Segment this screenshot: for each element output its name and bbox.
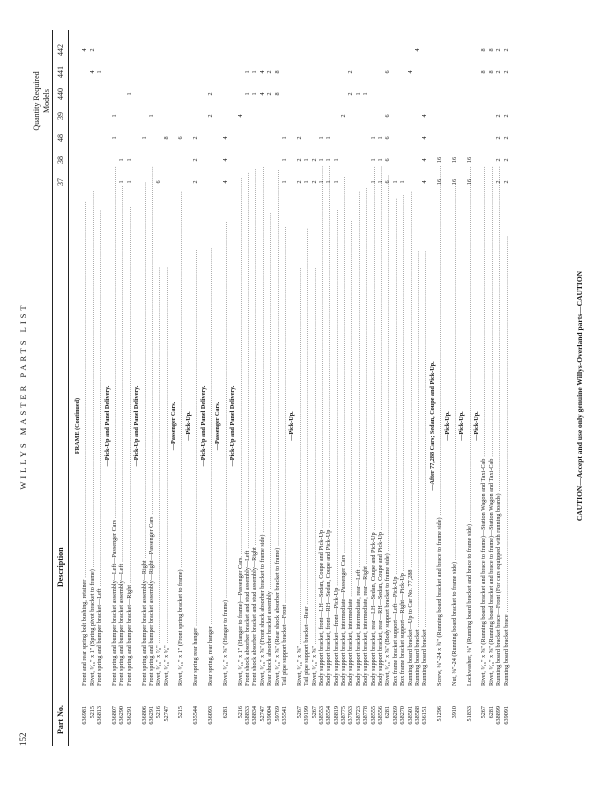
part-description: Nut, ⅜"-24 (Running board bracket to frame side) .....: [451, 166, 458, 686]
part-number: 52747: [162, 706, 170, 722]
quantity-cell: 4: [221, 180, 229, 184]
part-number: 639199: [303, 706, 311, 725]
quantity-cell: 1: [391, 180, 399, 184]
part-description: Rivet, ⁵⁄₁₆" x ⅝" (Hanger to frame) .....: [222, 166, 229, 686]
quantity-cell: 2: [347, 70, 355, 74]
part-number: 5216: [236, 706, 244, 719]
section-heading-row: [170, 30, 177, 746]
part-number: 638778: [362, 706, 370, 725]
quantity-cell: 6: [384, 158, 392, 162]
table-row: [347, 30, 354, 746]
part-number: 638270: [399, 706, 407, 725]
quantity-cell: 16: [465, 156, 473, 164]
table-row: [333, 30, 340, 746]
quantity-cell: 4: [421, 114, 429, 118]
table-row: [503, 30, 510, 746]
section-heading-row: [458, 30, 465, 746]
table-row: [311, 30, 318, 746]
part-number: 636291: [147, 706, 155, 725]
quantity-cell: 2: [495, 114, 503, 118]
quantity-cell: 2: [340, 114, 348, 118]
part-description: Body support bracket, intermediate—Passenger Cars .....: [340, 166, 347, 686]
part-description: Front spring and bumper bracket—Right .....: [126, 166, 133, 686]
quantity-cell: 6: [384, 136, 392, 140]
part-description: Running board bracket brace .....: [503, 166, 510, 686]
part-number: 638899: [495, 706, 503, 725]
part-description: Rivet, ⁵⁄₁₆" x 1" (Spring pivot bracket to frame) .....: [89, 166, 96, 686]
quantity-cell: 2: [207, 92, 215, 96]
part-number: 5215: [177, 706, 185, 719]
quantity-cell: 4: [221, 158, 229, 162]
section-heading: —Passenger Cars.: [214, 401, 222, 451]
table-row: [303, 30, 310, 746]
table-row: [207, 30, 214, 746]
model-header: 38: [56, 156, 65, 164]
part-description: Body support bracket, front—RH—Sedan, Coupe and Pick-Up .....: [325, 166, 332, 686]
quantity-cell: 1: [118, 180, 126, 184]
quantity-cell: 1: [147, 114, 155, 118]
quantity-cell: 6: [177, 136, 185, 140]
model-header: 39: [56, 112, 65, 120]
quantity-cell: 1: [332, 158, 340, 162]
part-number: 638775: [340, 706, 348, 725]
part-number: 636290: [118, 706, 126, 725]
part-description: Lockwasher, ⅜" (Running board bracket and brace to frame side) .....: [466, 166, 473, 686]
section-heading: —Pick-Up.: [443, 411, 451, 441]
quantity-cell: 4: [421, 136, 429, 140]
section-heading: —Pick-Up.: [288, 411, 296, 441]
part-description: Body support bracket, intermediate, rear—Left .....: [355, 166, 362, 686]
part-number: 5267: [295, 706, 303, 719]
table-row: [222, 30, 229, 746]
section-heading: —Passenger Cars.: [170, 401, 178, 451]
part-number: 637933: [347, 706, 355, 725]
section-heading-row: [104, 30, 111, 746]
quantity-cell: 1: [110, 136, 118, 140]
quantity-cell: 2: [495, 158, 503, 162]
part-number: 636806: [140, 706, 148, 725]
part-number: 638555: [369, 706, 377, 725]
quantity-cell: 4: [88, 70, 96, 74]
quantity-cell: 1: [317, 158, 325, 162]
quantity-cell: 16: [436, 156, 444, 164]
part-description: Rivet, ⁵⁄₁₆" x ⅝" (Running board bracket and brace to frame)—Station Wagon and Taxi-Cab .....: [488, 166, 495, 686]
quantity-cell: 1: [110, 114, 118, 118]
part-no-header: Part No.: [56, 705, 65, 734]
quantity-cell: 1: [118, 158, 126, 162]
quantity-cell: 1: [303, 158, 311, 162]
model-header: 48: [56, 134, 65, 142]
quantity-cell: 4: [221, 136, 229, 140]
quantity-cell: 1: [332, 180, 340, 184]
part-number: 638834: [251, 706, 259, 725]
quantity-cell: 2: [207, 114, 215, 118]
quantity-cell: 2: [495, 70, 503, 74]
table-row: [451, 30, 458, 746]
part-description: Front spring and bumper bracket assembly—Right .....: [141, 166, 148, 686]
section-heading: —Pick-Up and Panel Delivery.: [103, 385, 111, 467]
table-row: [89, 30, 96, 746]
table-row: [414, 30, 421, 746]
quantity-cell: 1: [325, 180, 333, 184]
part-description: Rivet, ⁵⁄₁₆" x ⅝" .....: [311, 166, 318, 686]
table-row: [318, 30, 325, 746]
quantity-cell: 1: [377, 180, 385, 184]
quantity-cell: 2: [502, 158, 510, 162]
quantity-cell: 2: [192, 180, 200, 184]
table-row: [488, 30, 495, 746]
table-row: [370, 30, 377, 746]
model-header: 440: [56, 88, 65, 100]
table-row: [244, 30, 251, 746]
quantity-cell: 2: [502, 70, 510, 74]
part-number: 638269: [391, 706, 399, 725]
quantity-cell: 1: [377, 136, 385, 140]
table-row: [399, 30, 406, 746]
part-description: Body support bracket, intermediate, rear—Right .....: [362, 166, 369, 686]
section-heading: —Pick-Up and Panel Delivery.: [229, 385, 237, 467]
quantity-cell: 2: [502, 180, 510, 184]
part-number: 5216: [155, 706, 163, 719]
part-description: Front shock absorber bracket and stud assembly—Left .....: [244, 166, 251, 686]
section-heading-row: [473, 30, 480, 746]
section-heading-row: [229, 30, 236, 746]
part-description: Running board bracket—Up to Car No. 77,288 .....: [407, 166, 414, 686]
part-number: 635544: [192, 706, 200, 725]
part-description: Running board bracket .....: [414, 166, 421, 686]
quantity-cell: 6: [384, 114, 392, 118]
quantity-cell: 1: [399, 180, 407, 184]
table-row: [392, 30, 399, 746]
page-number: 152: [18, 732, 28, 746]
section-heading-row: [444, 30, 451, 746]
model-header: 441: [56, 66, 65, 78]
table-row: [163, 30, 170, 746]
page-header: WILLYS MASTER PARTS LIST: [18, 302, 28, 490]
part-description: Body support bracket, front—LH—Sedan, Coupe and Pick-Up .....: [318, 166, 325, 686]
table-row: [192, 30, 199, 746]
table-row: [259, 30, 266, 746]
part-number: 639091: [502, 706, 510, 725]
quantity-cell: 6: [384, 180, 392, 184]
part-number: 638588: [413, 706, 421, 725]
part-description: Box frame bracket support—Left—Pick-Up .....: [392, 166, 399, 686]
quantity-cell: 2: [88, 48, 96, 52]
quantity-cell: 16: [450, 178, 458, 186]
table-row: [96, 30, 103, 746]
part-description: Rivet, ⁵⁄₁₆" x ⅝" (Rear shock absorber bracket to frame) .....: [274, 166, 281, 686]
table-row: [126, 30, 133, 746]
quantity-cell: 4: [81, 48, 89, 52]
section-heading-row: [200, 30, 207, 746]
part-description: Rivet, ⁵⁄₁₆" x ⁵⁄₈" .....: [163, 166, 170, 686]
quantity-cell: 2: [295, 158, 303, 162]
table-row: [237, 30, 244, 746]
quantity-cell: 1: [325, 136, 333, 140]
part-number: 5267: [480, 706, 488, 719]
quantity-cell: 4: [413, 48, 421, 52]
table-row: [155, 30, 162, 746]
part-number: 52747: [258, 706, 266, 722]
part-description: Rivet, ⁵⁄₁₆" x ⅝" (Body support bracket to frame side) .....: [384, 166, 391, 686]
table-row: [266, 30, 273, 746]
section-heading-row: [133, 30, 140, 746]
section-heading: —Pick-Up and Panel Delivery.: [133, 385, 141, 467]
section-heading-row: [429, 30, 436, 746]
quantity-cell: 1: [369, 158, 377, 162]
quantity-cell: 2: [266, 92, 274, 96]
quantity-cell: 4: [258, 70, 266, 74]
part-description: Front spring and bumper bracket assembly—Right—Passenger Cars .....: [148, 166, 155, 686]
quantity-cell: 1: [377, 158, 385, 162]
caution-footer: CAUTION—Accept and use only genuine Willys-Overland parts—CAUTION: [575, 270, 584, 522]
table-row: [355, 30, 362, 746]
quantity-cell: 1: [369, 136, 377, 140]
quantity-cell: 1: [354, 92, 362, 96]
part-description: Running board bracket brace—Front (For cars equipped with running boards) .....: [495, 166, 502, 686]
part-description: Front spring and bumper bracket assembly—Left—Passenger Cars .....: [111, 166, 118, 686]
part-number: 638556: [377, 706, 385, 725]
section-heading-row: [288, 30, 295, 746]
quantity-cell: 2: [192, 158, 200, 162]
part-description: Rivet, ⁵⁄₁₆" x ⅝" (Front shock absorber bracket to frame side) .....: [259, 166, 266, 686]
part-number: 638819: [332, 706, 340, 725]
quantity-cell: 4: [258, 92, 266, 96]
header-rule-bottom: [68, 30, 69, 746]
quantity-cell: 4: [236, 114, 244, 118]
table-row: [384, 30, 391, 746]
quantity-cell: 1: [325, 158, 333, 162]
quantity-cell: 1: [140, 136, 148, 140]
quantity-cell: 1: [125, 180, 133, 184]
part-description: Body support bracket, rear—RH—Sedan, Coupe and Pick-Up .....: [377, 166, 384, 686]
part-number: 51296: [436, 706, 444, 722]
part-number: 636151: [421, 706, 429, 725]
quantity-cell: 1: [280, 158, 288, 162]
quantity-cell: 2: [347, 92, 355, 96]
part-number: 638833: [243, 706, 251, 725]
quantity-cell: 1: [369, 180, 377, 184]
table-row: [251, 30, 258, 746]
part-description: Rear shock absorber bracket assembly .....: [266, 166, 273, 686]
part-number: 6281: [221, 706, 229, 719]
part-number: 636807: [110, 706, 118, 725]
part-number: 51833: [465, 706, 473, 722]
part-number: 5267: [310, 706, 318, 719]
part-description: Box frame bracket support—Right—Pick-Up .....: [399, 166, 406, 686]
quantity-cell: 8: [487, 48, 495, 52]
part-description: Rivet, ⁵⁄₁₆" x ⅝" (Running board bracket and brace to frame)—Station Wagon and Taxi-Cab .....: [480, 166, 487, 686]
part-description: Rear spring rear hanger .....: [192, 166, 199, 686]
table-row: [407, 30, 414, 746]
table-row: [296, 30, 303, 746]
quantity-cell: 2: [295, 180, 303, 184]
part-number: 3910: [450, 706, 458, 719]
quantity-cell: 1: [125, 92, 133, 96]
table-row: [111, 30, 118, 746]
quantity-cell: 2: [192, 136, 200, 140]
table-row: [118, 30, 125, 746]
quantity-required-label: Quantity Required: [32, 71, 41, 131]
quantity-cell: 1: [317, 136, 325, 140]
table-row: [141, 30, 148, 746]
quantity-cell: 2: [502, 114, 510, 118]
quantity-cell: 6: [155, 180, 163, 184]
quantity-cell: 4: [421, 180, 429, 184]
table-row: [480, 30, 487, 746]
part-number: 59769: [273, 706, 281, 722]
quantity-cell: 16: [450, 156, 458, 164]
section-heading: —Pick-Up.: [473, 411, 481, 441]
part-number: 636813: [96, 706, 104, 725]
quantity-cell: 1: [280, 180, 288, 184]
part-description: Rivet, ⁵⁄₁₆" x 1" (Hanger to frame)—Passenger Cars. .....: [237, 166, 244, 686]
part-description: Tail pipe support bracket—Rear .....: [303, 166, 310, 686]
table-row: [177, 30, 184, 746]
section-heading: FRAME (Continued): [74, 397, 81, 455]
quantity-cell: 2: [266, 70, 274, 74]
table-row: [377, 30, 384, 746]
quantity-cell: 1: [280, 136, 288, 140]
description-header: Description: [56, 547, 65, 587]
quantity-cell: 2: [502, 136, 510, 140]
part-description: Body support bracket—front—Pick-Up .....: [333, 166, 340, 686]
quantity-cell: 4: [406, 70, 414, 74]
quantity-cell: 4: [421, 158, 429, 162]
quantity-cell: 2: [310, 180, 318, 184]
quantity-cell: 1: [96, 70, 104, 74]
part-number: 5215: [88, 706, 96, 719]
quantity-cell: 1: [251, 70, 259, 74]
part-number: 635541: [280, 706, 288, 725]
section-heading-row: [185, 30, 192, 746]
quantity-cell: 2: [495, 180, 503, 184]
part-description: Front and rear spring bolt bushing, retainer .....: [81, 166, 88, 686]
part-number: 639004: [266, 706, 274, 725]
part-number: 636093: [207, 706, 215, 725]
table-row: [148, 30, 155, 746]
table-row: [421, 30, 428, 746]
part-number: 636291: [125, 706, 133, 725]
part-number: 6281: [487, 706, 495, 719]
quantity-cell: 8: [273, 70, 281, 74]
section-heading-row: [74, 30, 81, 746]
models-label: Models: [42, 89, 51, 113]
quantity-cell: 2: [310, 158, 318, 162]
table-row: [325, 30, 332, 746]
table-row: [340, 30, 347, 746]
quantity-cell: 2: [495, 136, 503, 140]
part-description: Rear spring, rear hanger .....: [207, 166, 214, 686]
section-heading: —After 77,288 Cars; Sedan, Coupe and Pick-Up.: [428, 361, 436, 491]
part-description: Rivet, ⁵⁄₁₆" x ⅝" .....: [296, 166, 303, 686]
part-description: Front shock absorber bracket and stud assembly—Right .....: [251, 166, 258, 686]
part-number: 636981: [81, 706, 89, 725]
part-number: 638723: [354, 706, 362, 725]
table-row: [436, 30, 443, 746]
quantity-cell: 1: [125, 158, 133, 162]
part-description: Rivet, ⁵⁄₁₆" x 1" (Front spring bracket to frame) .....: [177, 166, 184, 686]
quantity-cell: 1: [303, 180, 311, 184]
part-description: Front spring and bumper bracket assembly—Left .....: [118, 166, 125, 686]
quantity-header: [32, 42, 52, 160]
table-row: [281, 30, 288, 746]
part-description: Running board bracket .....: [421, 166, 428, 686]
model-header: 37: [56, 178, 65, 186]
part-description: Front spring and bumper bracket—Left .....: [96, 166, 103, 686]
quantity-cell: 1: [243, 92, 251, 96]
section-heading: —Pick-Up and Panel Delivery.: [199, 385, 207, 467]
quantity-cell: 2: [295, 136, 303, 140]
part-description: Body support bracket, intermediate .....: [347, 166, 354, 686]
parts-table: [74, 30, 510, 746]
part-description: Tail pipe support bracket—Front .....: [281, 166, 288, 686]
quantity-cell: 16: [436, 178, 444, 186]
table-row: [81, 30, 88, 746]
quantity-cell: 1: [243, 70, 251, 74]
quantity-cell: 8: [480, 70, 488, 74]
quantity-cell: 8: [480, 48, 488, 52]
section-heading: —Pick-Up.: [184, 411, 192, 441]
part-description: Rivet, ⁵⁄₁₆" x ⁷⁄₈" .....: [155, 166, 162, 686]
section-heading-row: [214, 30, 221, 746]
header-rule-top: [52, 30, 53, 746]
part-number: 638554: [325, 706, 333, 725]
quantity-cell: 1: [317, 180, 325, 184]
quantity-cell: 2: [502, 48, 510, 52]
quantity-cell: 2: [495, 48, 503, 52]
part-description: Screw, ⅜"-24 x ¾" (Running board bracket and brace to frame side) .....: [436, 166, 443, 686]
table-row: [495, 30, 502, 746]
table-row: [466, 30, 473, 746]
part-number: 638553: [317, 706, 325, 725]
model-header: 442: [56, 44, 65, 56]
quantity-cell: 8: [487, 70, 495, 74]
table-row: [362, 30, 369, 746]
quantity-cell: 16: [465, 178, 473, 186]
quantity-cell: 8: [273, 92, 281, 96]
section-heading: —Pick-Up.: [458, 411, 466, 441]
quantity-cell: 1: [362, 92, 370, 96]
part-number: 6281: [384, 706, 392, 719]
part-description: Body support bracket, rear—LH—Sedan, Coupe and Pick-Up .....: [370, 166, 377, 686]
table-row: [274, 30, 281, 746]
part-number: 638501: [406, 706, 414, 725]
quantity-cell: 8: [162, 136, 170, 140]
quantity-cell: 1: [251, 92, 259, 96]
quantity-cell: 6: [384, 70, 392, 74]
